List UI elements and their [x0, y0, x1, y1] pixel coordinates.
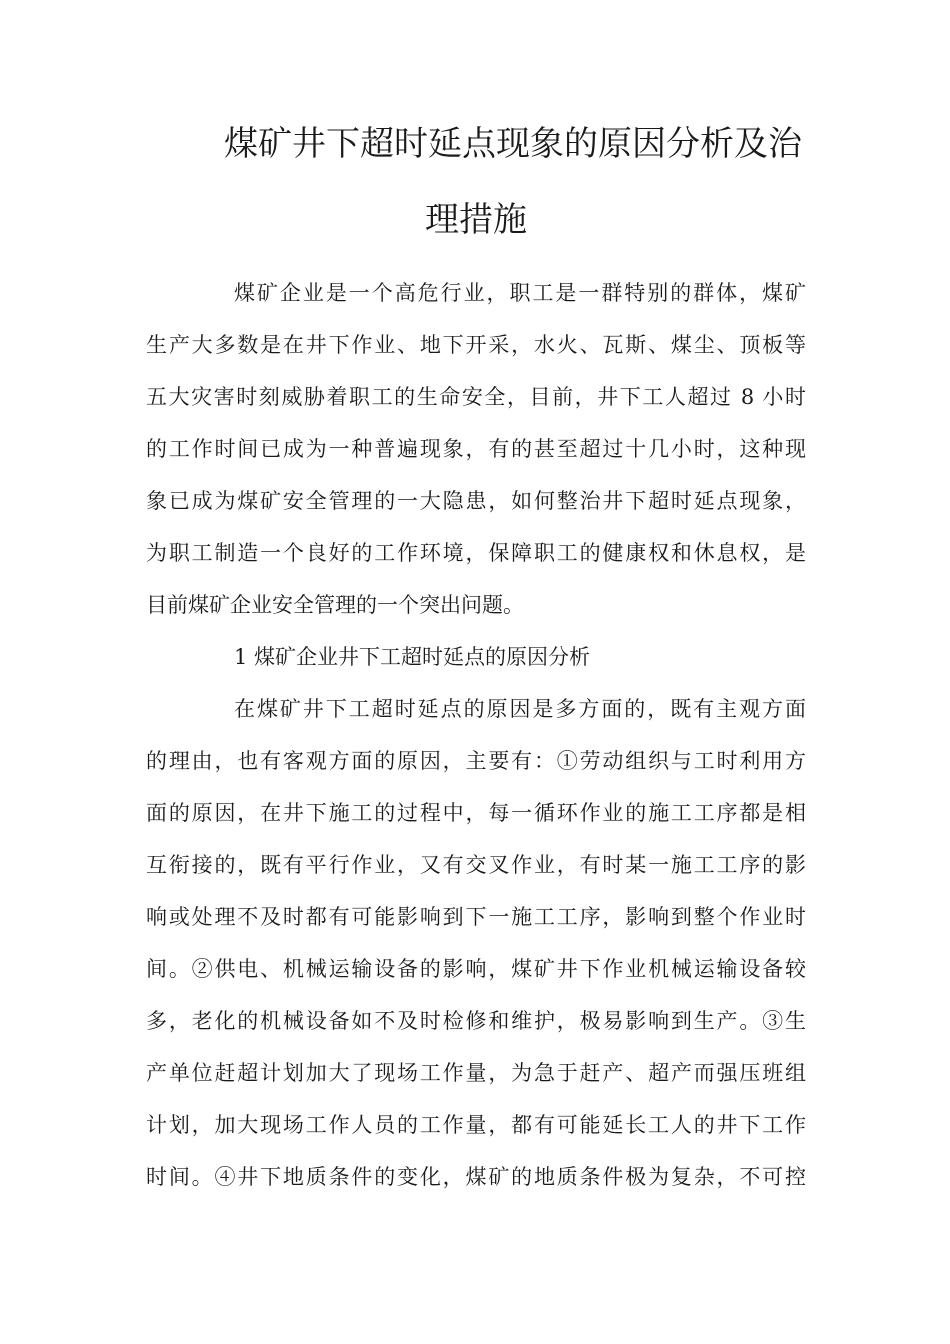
paragraph-2-line: 间。②供电、机械运输设备的影响，煤矿井下作业机械运输设备较	[146, 957, 806, 981]
paragraph-2-line: 的理由，也有客观方面的原因，主要有：①劳动组织与工时利用方	[146, 749, 806, 773]
section-heading: 1 煤矿企业井下工超时延点的原因分析	[234, 645, 591, 669]
paragraph-2-line: 计划，加大现场工作人员的工作量，都有可能延长工人的井下工作	[146, 1113, 806, 1137]
paragraph-1-line: 目前煤矿企业安全管理的一个突出问题。	[146, 593, 524, 617]
document-title-line-1: 煤矿井下超时延点现象的原因分析及治	[224, 124, 802, 164]
document-title-line-2: 理措施	[425, 200, 527, 240]
paragraph-1-line: 煤矿企业是一个高危行业，职工是一群特别的群体，煤矿	[234, 281, 806, 305]
paragraph-1-line: 生产大多数是在井下作业、地下开采，水火、瓦斯、煤尘、顶板等	[146, 333, 806, 357]
paragraph-1-line: 为职工制造一个良好的工作环境，保障职工的健康权和休息权，是	[146, 541, 806, 565]
paragraph-2-line: 互衔接的，既有平行作业，又有交叉作业，有时某一施工工序的影	[146, 853, 806, 877]
paragraph-2-line: 时间。④井下地质条件的变化，煤矿的地质条件极为复杂，不可控	[146, 1165, 806, 1189]
paragraph-2-line: 多，老化的机械设备如不及时检修和维护，极易影响到生产。③生	[146, 1009, 806, 1033]
paragraph-2-line: 产单位赶超计划加大了现场工作量，为急于赶产、超产而强压班组	[146, 1061, 806, 1085]
paragraph-2-line: 面的原因，在井下施工的过程中，每一循环作业的施工工序都是相	[146, 801, 806, 825]
paragraph-2-line: 在煤矿井下工超时延点的原因是多方面的，既有主观方面	[234, 697, 806, 721]
paragraph-1-line: 象已成为煤矿安全管理的一大隐患，如何整治井下超时延点现象，	[146, 489, 806, 513]
paragraph-1-line: 的工作时间已成为一种普遍现象，有的甚至超过十几小时，这种现	[146, 437, 806, 461]
paragraph-1-line: 五大灾害时刻威胁着职工的生命安全，目前，井下工人超过 8 小时	[146, 385, 806, 409]
paragraph-2-line: 响或处理不及时都有可能影响到下一施工工序，影响到整个作业时	[146, 905, 806, 929]
